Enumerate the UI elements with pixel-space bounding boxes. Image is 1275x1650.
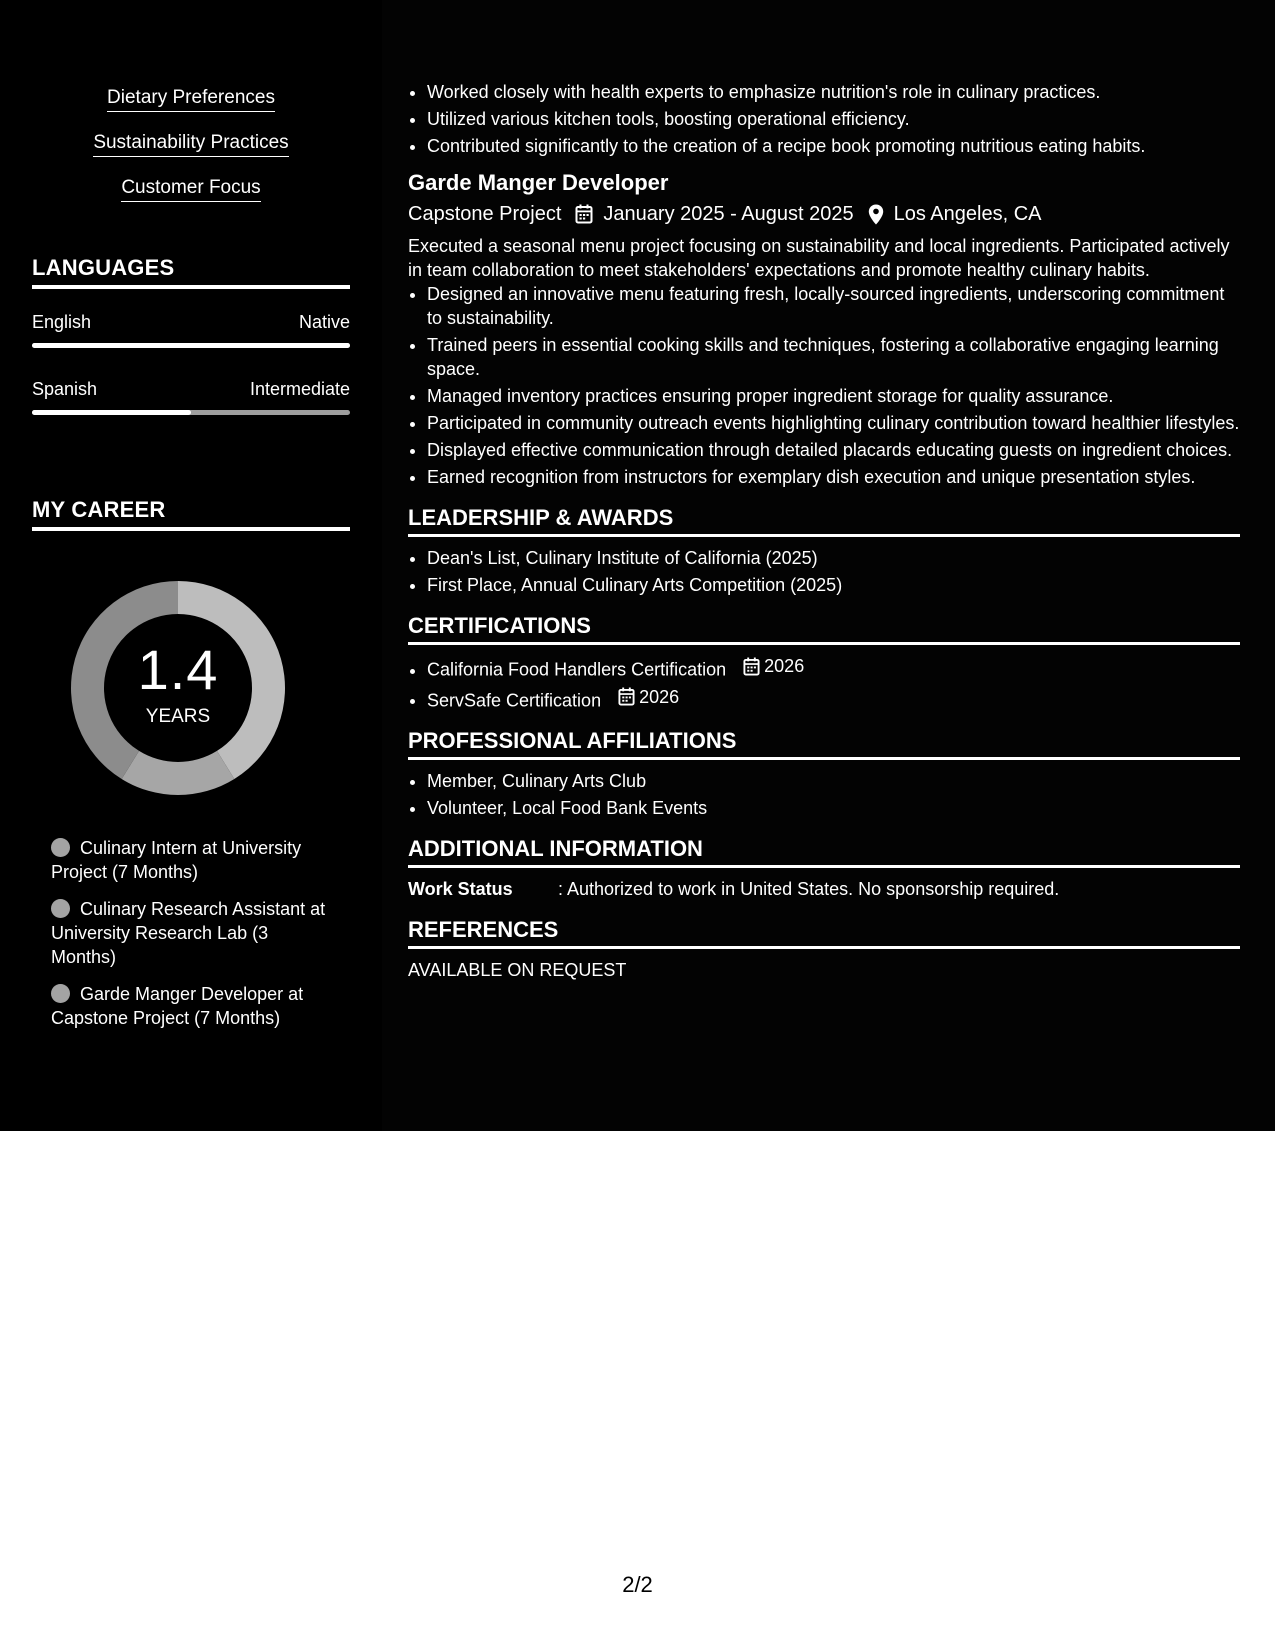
language-proficiency-bar — [32, 343, 350, 348]
work-status-row — [408, 877, 1240, 901]
career-item-label: Culinary Intern at University Project (7 Months) — [51, 838, 302, 882]
skills-list — [32, 86, 350, 221]
job-location: Los Angeles, CA — [893, 203, 1042, 225]
award-item: • Dean's List, Culinary Institute of California (2025) — [427, 546, 1240, 570]
bullet-item: • Worked closely with health experts to emphasize nutrition's role in culinary practices. — [427, 80, 1240, 104]
career-total: 1.4 — [137, 638, 219, 701]
career-item — [51, 836, 326, 884]
job-bullets — [408, 282, 1240, 489]
languages-heading: LANGUAGES — [32, 255, 350, 289]
certification-year: 2026 — [764, 656, 805, 676]
work-status-label: Work Status — [408, 879, 513, 899]
career-section — [32, 497, 350, 531]
certification-item — [427, 654, 1240, 682]
career-item — [51, 897, 326, 969]
job-description: Executed a seasonal menu project focusing on sustainability and local ingredients. Participated actively in team collaboration to meet stakeholders' expectations and promote healthy culinary habits. — [408, 236, 1230, 280]
language-level: Intermediate — [249, 379, 350, 399]
job-dates: January 2025 - August 2025 — [603, 203, 854, 225]
bullet-item: • Designed an innovative menu featuring fresh, locally-sourced ingredients, underscoring commitment to sustainability. — [427, 282, 1240, 330]
bullet-item: • Participated in community outreach events highlighting culinary contribution toward healthier lifestyles. — [427, 411, 1240, 435]
language-name: Spanish — [32, 379, 98, 399]
page-number: 2/2 — [622, 1572, 653, 1597]
certification-name: ServSafe Certification — [427, 690, 602, 710]
award-item: • First Place, Annual Culinary Arts Competition (2025) — [427, 573, 1240, 597]
skill-item: Sustainability Practices — [93, 131, 288, 157]
language-level: Native — [298, 312, 350, 332]
language-row — [32, 312, 350, 333]
career-donut-chart — [64, 574, 292, 802]
work-status-value: : Authorized to work in United States. No sponsorship required. — [558, 879, 1060, 899]
career-item — [51, 982, 326, 1030]
certifications-heading: CERTIFICATIONS — [408, 614, 1240, 645]
certification-name: California Food Handlers Certification — [427, 659, 727, 680]
language-name: English — [32, 312, 92, 332]
calendar-icon — [575, 204, 593, 224]
bullet-item: • Trained peers in essential cooking skills and techniques, fostering a collaborative engaging learning space. — [427, 333, 1240, 381]
references-text: AVAILABLE ON REQUEST — [408, 960, 627, 980]
certification-item — [427, 685, 1240, 713]
affiliations-list — [408, 769, 1240, 820]
job-title: Garde Manger Developer — [408, 170, 669, 195]
skill-item: Customer Focus — [121, 176, 260, 202]
bullet-item: • Earned recognition from instructors for exemplary dish execution and unique presentation styles. — [427, 465, 1240, 489]
location-pin-icon — [868, 204, 884, 225]
bullet-item: • Contributed significantly to the creation of a recipe book promoting nutritious eating habits. — [427, 134, 1240, 158]
awards-heading: LEADERSHIP & AWARDS — [408, 506, 1240, 537]
certifications-list — [408, 654, 1240, 712]
language-row — [32, 379, 350, 400]
languages-section — [32, 255, 350, 415]
career-unit: YEARS — [145, 706, 211, 727]
career-item-label: Garde Manger Developer at Capstone Project (7 Months) — [51, 984, 304, 1028]
job-meta — [408, 202, 1240, 226]
previous-job-bullets — [408, 80, 1240, 158]
language-proficiency-fill — [32, 343, 350, 348]
bullet-item: • Utilized various kitchen tools, boosting operational efficiency. — [427, 107, 1240, 131]
affiliations-heading: PROFESSIONAL AFFILIATIONS — [408, 729, 1240, 760]
bullet-item: • Managed inventory practices ensuring proper ingredient storage for quality assurance. — [427, 384, 1240, 408]
calendar-icon — [743, 657, 760, 676]
language-proficiency-bar — [32, 410, 350, 415]
skill-item: Dietary Preferences — [107, 86, 275, 112]
bullet-item: • Displayed effective communication through detailed placards educating guests on ingredient choices. — [427, 438, 1240, 462]
awards-list — [408, 546, 1240, 597]
sidebar — [0, 0, 382, 1131]
references-heading: REFERENCES — [408, 918, 1240, 949]
career-item-label: Culinary Research Assistant at University Research Lab (3 Months) — [51, 899, 326, 967]
main-content — [408, 80, 1240, 982]
calendar-icon — [618, 687, 635, 706]
career-heading: MY CAREER — [32, 497, 350, 531]
additional-info-heading: ADDITIONAL INFORMATION — [408, 837, 1240, 868]
career-dot-icon — [51, 984, 70, 1003]
language-proficiency-fill — [32, 410, 191, 415]
job-company: Capstone Project — [408, 203, 562, 225]
career-dot-icon — [51, 899, 70, 918]
certification-year: 2026 — [639, 686, 680, 707]
career-dot-icon — [51, 838, 70, 857]
career-list — [51, 836, 326, 1043]
affiliation-item: • Member, Culinary Arts Club — [427, 769, 1240, 793]
affiliation-item: • Volunteer, Local Food Bank Events — [427, 796, 1240, 820]
